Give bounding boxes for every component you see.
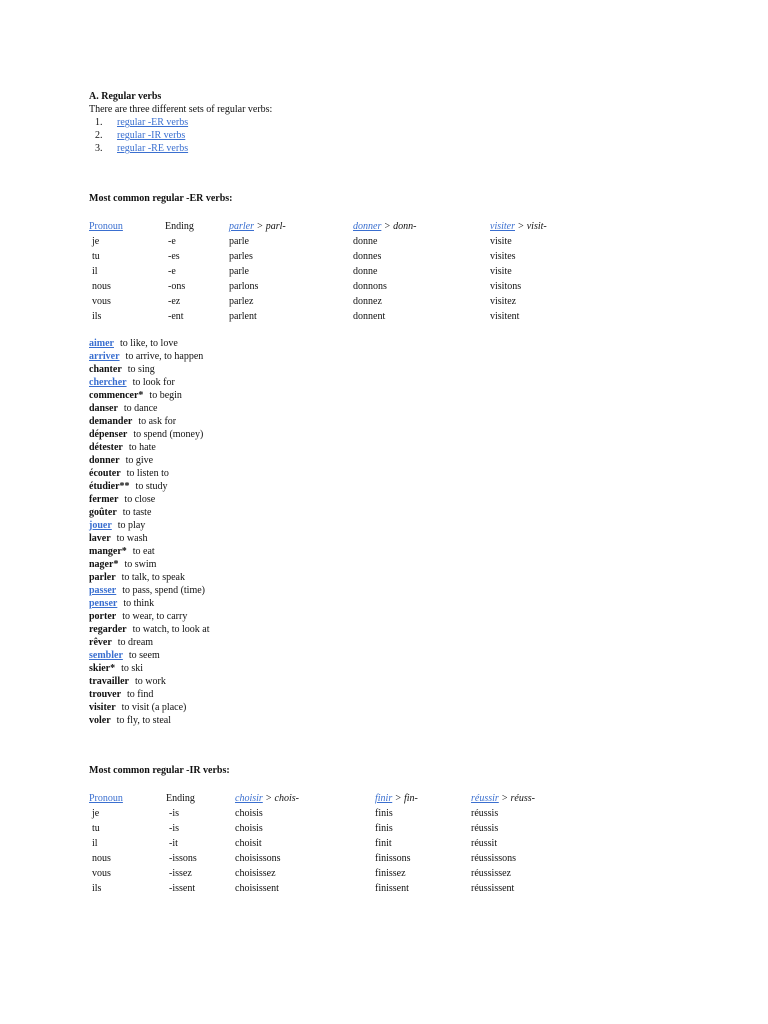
header-link[interactable]: Pronoun <box>89 793 123 804</box>
table-row <box>89 264 610 279</box>
table-cell: je <box>92 236 100 247</box>
table-cell: donne <box>353 236 378 247</box>
table-cell: finissez <box>375 868 406 879</box>
list-item <box>89 571 210 584</box>
list-item <box>89 506 210 519</box>
header-link[interactable]: visiter <box>490 221 515 232</box>
table-cell: parlons <box>229 281 259 292</box>
table-cell: -issons <box>169 853 197 864</box>
table-cell: choisissons <box>235 853 281 864</box>
verb-meaning: to swim <box>124 559 157 570</box>
table-cell: réussis <box>471 823 499 834</box>
verb-meaning: to close <box>124 494 156 505</box>
verb-meaning: to study <box>135 481 168 492</box>
table-cell: réussissez <box>471 868 511 879</box>
table-row <box>89 881 591 896</box>
er-conjugation-table <box>89 219 610 324</box>
column-header <box>165 219 229 234</box>
table-row <box>89 836 591 851</box>
list-item <box>89 688 210 701</box>
table-cell: parlent <box>229 311 257 322</box>
table-row <box>89 806 591 821</box>
verb-meaning: to seem <box>128 650 160 661</box>
verb-meaning: to spend (money) <box>133 429 204 440</box>
verb-term: laver <box>89 533 111 544</box>
list-item <box>89 389 210 402</box>
table-cell: nous <box>92 281 111 292</box>
list-item: 1. regular -ER verbs <box>95 117 189 128</box>
verb-term: porter <box>89 611 117 622</box>
table-cell: donnes <box>353 251 382 262</box>
table-cell: vous <box>92 868 111 879</box>
list-item <box>89 662 210 675</box>
header-text: Ending <box>166 793 195 804</box>
verb-link[interactable]: chercher <box>89 377 127 388</box>
list-item <box>89 493 210 506</box>
header-link[interactable]: réussir <box>471 793 499 804</box>
list-item <box>89 337 210 350</box>
regular-ir-verbs-link[interactable]: regular -IR verbs <box>117 130 186 141</box>
verb-term: donner <box>89 455 120 466</box>
verb-meaning: to find <box>127 689 154 700</box>
verb-term: manger* <box>89 546 127 557</box>
table-cell: il <box>92 266 98 277</box>
header-text: > chois- <box>262 793 299 804</box>
verb-term: nager* <box>89 559 119 570</box>
verb-term: parler <box>89 572 116 583</box>
table-header-row <box>89 791 591 806</box>
verb-meaning: to work <box>134 676 166 687</box>
verb-meaning: to taste <box>122 507 152 518</box>
list-item <box>89 701 210 714</box>
verb-meaning: to begin <box>149 390 182 401</box>
table-cell: donnez <box>353 296 382 307</box>
table-cell: parles <box>229 251 253 262</box>
verb-meaning: to give <box>125 455 154 466</box>
verb-meaning: to like, to love <box>120 338 178 349</box>
table-cell: donne <box>353 266 378 277</box>
table-cell: tu <box>92 251 100 262</box>
verb-meaning: to visit (a place) <box>121 702 187 713</box>
verb-meaning: to hate <box>128 442 156 453</box>
table-cell: vous <box>92 296 111 307</box>
table-cell: visite <box>490 266 512 277</box>
verb-meaning: to dance <box>123 403 158 414</box>
list-item <box>89 610 210 623</box>
column-header <box>375 791 471 806</box>
verb-meaning: to sing <box>127 364 155 375</box>
table-cell: -ez <box>168 296 181 307</box>
table-cell: -e <box>168 236 176 247</box>
list-item <box>89 376 210 389</box>
table-row <box>89 866 591 881</box>
table-cell: -it <box>169 838 178 849</box>
verb-meaning: to pass, spend (time) <box>122 585 205 596</box>
verb-meaning: to wash <box>116 533 148 544</box>
column-header <box>235 791 375 806</box>
table-cell: -es <box>168 251 180 262</box>
er-verbs-heading: Most common regular -ER verbs: <box>89 193 233 204</box>
ir-verbs-heading: Most common regular -IR verbs: <box>89 765 230 776</box>
table-cell: choisissez <box>235 868 276 879</box>
table-cell: choisissent <box>235 883 279 894</box>
list-item <box>89 363 210 376</box>
table-cell: visitent <box>490 311 520 322</box>
verb-link[interactable]: jouer <box>89 520 112 531</box>
list-item <box>89 428 210 441</box>
list-item <box>89 714 210 727</box>
table-cell: ils <box>92 311 102 322</box>
header-text: Ending <box>165 221 194 232</box>
list-item <box>89 597 210 610</box>
table-cell: choisis <box>235 808 263 819</box>
verb-term: visiter <box>89 702 116 713</box>
table-cell: finis <box>375 808 393 819</box>
verb-meaning: to eat <box>132 546 155 557</box>
table-cell: choisit <box>235 838 262 849</box>
verb-term: rêver <box>89 637 112 648</box>
table-cell: -issent <box>169 883 196 894</box>
table-cell: réussit <box>471 838 498 849</box>
table-cell: tu <box>92 823 100 834</box>
table-cell: visitez <box>490 296 517 307</box>
list-item <box>89 545 210 558</box>
header-link[interactable]: choisir <box>235 793 263 804</box>
verb-link[interactable]: penser <box>89 598 118 609</box>
column-header <box>89 791 166 806</box>
table-cell: finissent <box>375 883 409 894</box>
verb-term: commencer* <box>89 390 144 401</box>
table-row <box>89 249 610 264</box>
section-intro: There are three different sets of regular verbs: <box>89 104 273 115</box>
verb-term: détester <box>89 442 123 453</box>
verb-term: regarder <box>89 624 127 635</box>
table-cell: -is <box>169 823 179 834</box>
verb-term: voler <box>89 715 111 726</box>
verb-meaning: to watch, to look at <box>132 624 210 635</box>
list-item <box>89 402 210 415</box>
table-row <box>89 821 591 836</box>
column-header <box>471 791 591 806</box>
verb-meaning: to dream <box>117 637 154 648</box>
list-item <box>89 649 210 662</box>
table-cell: parlez <box>229 296 254 307</box>
table-header-row <box>89 219 610 234</box>
table-cell: -ons <box>168 281 186 292</box>
table-cell: -e <box>168 266 176 277</box>
ir-conjugation-table <box>89 791 591 896</box>
table-cell: parle <box>229 236 249 247</box>
list-item <box>89 350 210 363</box>
table-row <box>89 234 610 249</box>
table-cell: réussissons <box>471 853 517 864</box>
verb-term: goûter <box>89 507 117 518</box>
table-cell: visitons <box>490 281 522 292</box>
list-item <box>89 636 210 649</box>
header-text: > parl- <box>254 221 286 232</box>
table-cell: donnons <box>353 281 387 292</box>
table-cell: je <box>92 808 100 819</box>
table-cell: finis <box>375 823 393 834</box>
list-item <box>89 675 210 688</box>
table-cell: visites <box>490 251 516 262</box>
verb-meaning: to ask for <box>138 416 177 427</box>
list-item <box>89 415 210 428</box>
table-cell: ils <box>92 883 102 894</box>
list-item <box>89 519 210 532</box>
table-cell: -is <box>169 808 179 819</box>
table-cell: réussissent <box>471 883 515 894</box>
table-cell: finissons <box>375 853 411 864</box>
table-cell: choisis <box>235 823 263 834</box>
table-cell: -issez <box>169 868 192 879</box>
verb-term: danser <box>89 403 118 414</box>
verb-term: écouter <box>89 468 121 479</box>
list-item <box>89 584 210 597</box>
column-header <box>229 219 353 234</box>
table-cell: réussis <box>471 808 499 819</box>
list-item <box>89 467 210 480</box>
verb-term: étudier** <box>89 481 130 492</box>
verb-term: travailler <box>89 676 129 687</box>
verb-set-list <box>89 116 272 155</box>
list-item <box>89 454 210 467</box>
table-cell: nous <box>92 853 111 864</box>
verb-meaning: to ski <box>121 663 144 674</box>
regular-er-verbs-link[interactable]: regular -ER verbs <box>117 117 189 128</box>
column-header <box>490 219 610 234</box>
verb-meaning: to arrive, to happen <box>125 351 204 362</box>
table-cell: finit <box>375 838 392 849</box>
list-item: 3. regular -RE verbs <box>95 143 189 154</box>
regular-verbs-section <box>89 90 272 155</box>
list-item: 2. regular -IR verbs <box>95 130 186 141</box>
verb-meaning: to talk, to speak <box>121 572 185 583</box>
list-item <box>89 480 210 493</box>
verb-term: chanter <box>89 364 122 375</box>
header-text: > réuss- <box>498 793 535 804</box>
list-item <box>89 441 210 454</box>
verb-meaning: to wear, to carry <box>122 611 188 622</box>
column-header <box>89 219 165 234</box>
table-cell: il <box>92 838 98 849</box>
table-cell: parle <box>229 266 249 277</box>
verb-term: demander <box>89 416 133 427</box>
verb-term: dépenser <box>89 429 128 440</box>
table-cell: visite <box>490 236 512 247</box>
header-text: > fin- <box>392 793 418 804</box>
verb-link[interactable]: sembler <box>89 650 123 661</box>
list-item <box>89 623 210 636</box>
header-link[interactable]: donner <box>353 221 382 232</box>
verb-meaning: to fly, to steal <box>116 715 171 726</box>
header-link[interactable]: Pronoun <box>89 221 123 232</box>
list-item <box>89 532 210 545</box>
table-cell: -ent <box>168 311 184 322</box>
header-link[interactable]: finir <box>375 793 393 804</box>
header-text: > visit- <box>515 221 547 232</box>
table-row <box>89 294 610 309</box>
list-item <box>89 558 210 571</box>
table-row <box>89 309 610 324</box>
verb-link[interactable]: aimer <box>89 338 114 349</box>
verb-term: trouver <box>89 689 122 700</box>
column-header <box>353 219 490 234</box>
table-cell: donnent <box>353 311 386 322</box>
column-header <box>166 791 235 806</box>
header-link[interactable]: parler <box>229 221 254 232</box>
verb-meaning: to listen to <box>126 468 169 479</box>
verb-link[interactable]: arriver <box>89 351 120 362</box>
verb-meaning: to look for <box>132 377 175 388</box>
er-verb-vocabulary-list <box>89 337 210 727</box>
table-row <box>89 851 591 866</box>
regular-re-verbs-link[interactable]: regular -RE verbs <box>117 143 189 154</box>
table-row <box>89 279 610 294</box>
verb-link[interactable]: passer <box>89 585 117 596</box>
header-text: > donn- <box>381 221 417 232</box>
verb-meaning: to think <box>123 598 155 609</box>
verb-term: fermer <box>89 494 119 505</box>
verb-term: skier* <box>89 663 116 674</box>
verb-meaning: to play <box>117 520 146 531</box>
section-title: A. Regular verbs <box>89 91 162 102</box>
